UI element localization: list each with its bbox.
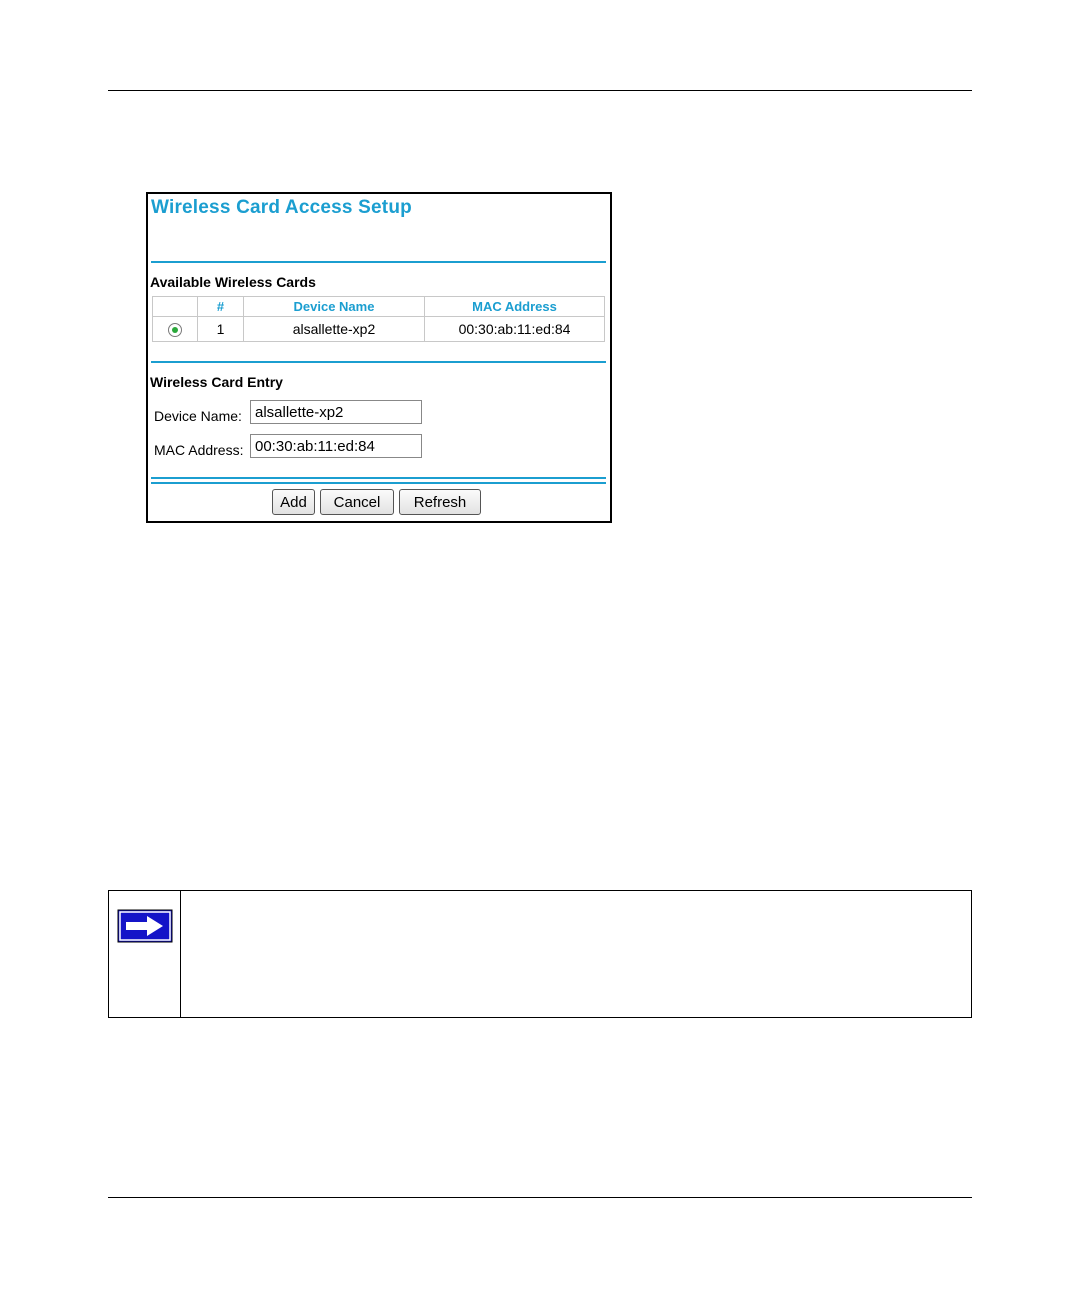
row-radio-button[interactable] (168, 323, 182, 337)
col-select-header (153, 297, 198, 317)
wireless-card-access-panel (146, 192, 612, 523)
available-cards-table (152, 296, 605, 342)
table-header-row (153, 297, 605, 317)
device-name-label: Device Name: (154, 408, 242, 424)
col-device-name-header: Device Name (244, 297, 425, 317)
device-name-input[interactable] (250, 400, 422, 424)
table-row[interactable] (153, 317, 605, 342)
row-device-name: alsallette-xp2 (244, 317, 425, 342)
section-divider (151, 482, 606, 484)
arrow-right-icon (117, 909, 173, 943)
header-rule (108, 90, 972, 91)
section-divider (151, 261, 606, 263)
section-divider (151, 361, 606, 363)
available-cards-heading: Available Wireless Cards (150, 274, 316, 290)
row-select-cell[interactable] (153, 317, 198, 342)
footer-rule (108, 1197, 972, 1198)
row-mac-address: 00:30:ab:11:ed:84 (425, 317, 605, 342)
note-box (108, 890, 972, 1018)
refresh-button[interactable]: Refresh (399, 489, 481, 515)
col-mac-address-header: MAC Address (425, 297, 605, 317)
section-divider (151, 477, 606, 479)
row-number: 1 (198, 317, 244, 342)
cancel-button[interactable]: Cancel (320, 489, 394, 515)
add-button[interactable]: Add (272, 489, 315, 515)
note-divider (180, 891, 181, 1017)
col-number-header: # (198, 297, 244, 317)
mac-address-input[interactable] (250, 434, 422, 458)
card-entry-heading: Wireless Card Entry (150, 374, 283, 390)
panel-title: Wireless Card Access Setup (151, 197, 412, 218)
mac-address-label: MAC Address: (154, 442, 244, 458)
